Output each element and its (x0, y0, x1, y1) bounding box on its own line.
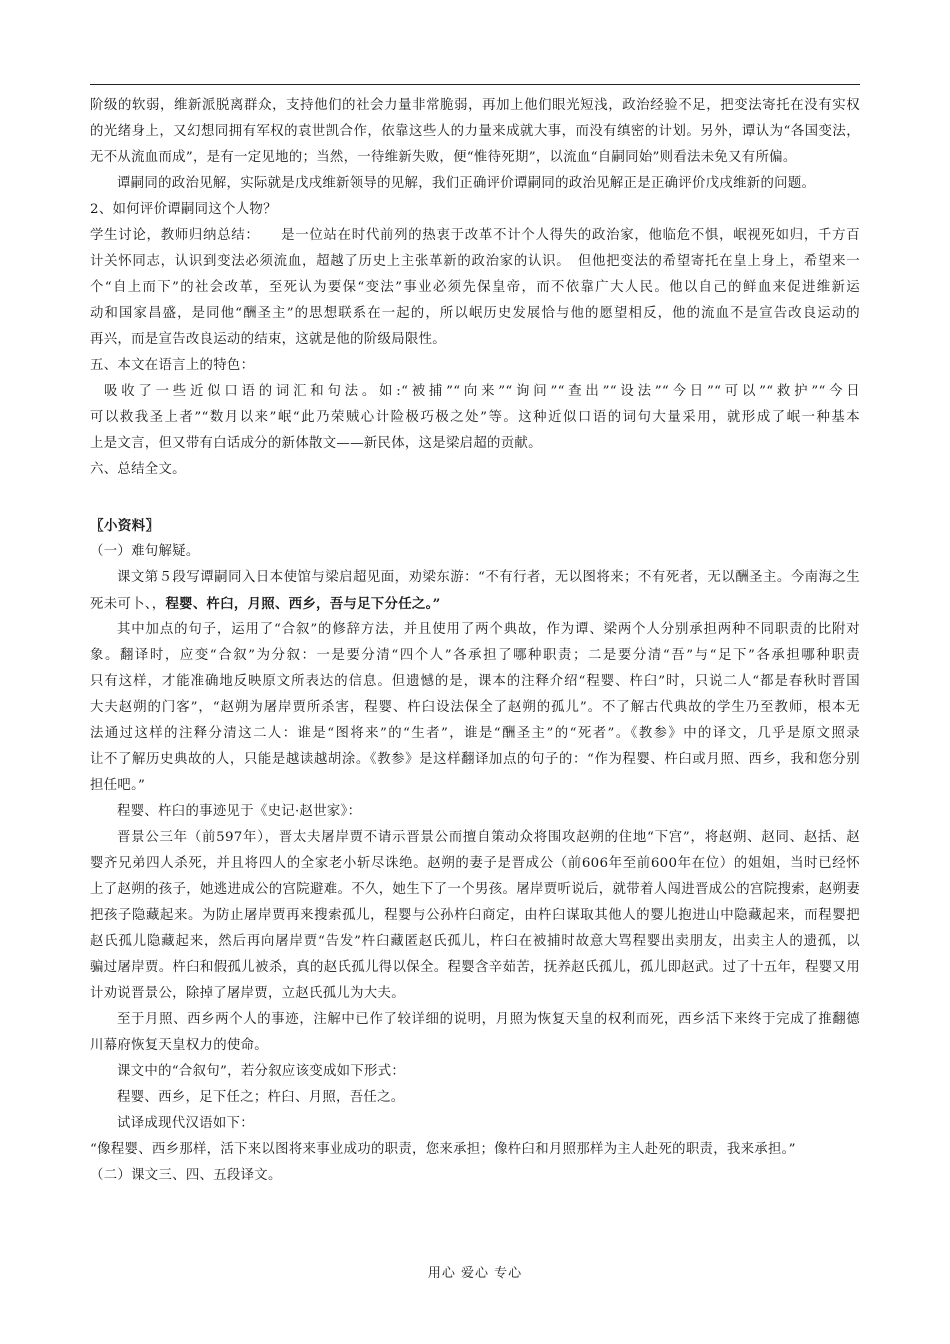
text-line: 可以救我圣上者”“数月以来”岷“此乃荣贼心计险极巧极之处”等。这种近似口语的词句大量采用，就形成了岷一种基本 (90, 410, 860, 425)
document-body (90, 93, 860, 1189)
text-line: 动和国家昌盛，是同他“酬圣主”的思想联系在一起的，所以岷历史发展恰与他的愿望相反，他的流血不是宣告改良运动的 (90, 306, 860, 321)
page-footer: 用心 爱心 专心 (427, 1266, 523, 1281)
section-heading-six: 六、总结全文。 (90, 462, 186, 477)
text-span: 死未可卜、， (90, 597, 166, 612)
text-line (90, 591, 860, 617)
text-line: 赵氏孤儿隐藏起来，然后再向屠岸贾“告发”杵臼藏匿赵氏孤儿，杵臼在被捕时故意大骂程婴出卖朋友，出卖主人的遗孤，以 (90, 934, 860, 949)
header-rule (90, 84, 860, 85)
text-line: 让不了解历史典故的人，只能是越读越胡涂。《教参》是这样翻译加点的句子的：“作为程婴、杵臼或月照、西乡，我和您分别 (90, 752, 860, 767)
text-line: 法通过这样的注释分清这二人：谁是“图将来”的“生者”，谁是“酬圣主”的“死者”。《教参》中的译文，几乎是原文照录 (90, 726, 860, 741)
emphasized-sentence: 程婴、杵臼，月照、西乡，吾与足下分任之。” (165, 596, 441, 612)
text-line: “像程婴、西乡那样，活下来以图将来事业成功的职责，您来承担；像杵臼和月照那样为主人赴死的职责，我来承担。” (90, 1142, 796, 1157)
subsection-heading: （二）课文三、四、五段译文。 (90, 1168, 282, 1183)
text-line: 其中加点的句子，运用了“合叙”的修辞方法，并且使用了两个典故，作为谭、梁两个人分别承担两种不同职责的比附对 (117, 622, 860, 637)
text-line: 课文中的“合叙句”，若分叙应该变成如下形式： (117, 1064, 406, 1079)
text-line: 计关怀同志，认识到变法必须流血，超越了历史上主张革新的政治家的认识。 但他把变法的希望寄托在皇上身上，希望来一 (90, 254, 860, 269)
text-line: 学生讨论，教师归纳总结： 是一位站在时代前列的热衷于改革不计个人得失的政治家，他临危不惧，岷视死如归，千方百 (90, 228, 860, 243)
text-line: 骗过屠岸贾。杵臼和假孤儿被杀，真的赵氏孤儿得以保全。程婴含辛茹苦，抚养赵氏孤儿，孤儿即赵武。过了十五年，程婴又用 (90, 960, 860, 975)
question-heading: 2、如何评价谭嗣同这个人物？ (90, 202, 277, 217)
text-line: 把孩子隐藏起来。为防止屠岸贾再来搜索孤儿，程婴与公孙杵臼商定，由杵臼谋取其他人的婴儿抱进山中隐藏起来，而程婴把 (90, 908, 860, 923)
text-line: 上了赵朔的孩子，她逃进成公的宫院避难。不久，她生下了一个男孩。屠岸贾听说后，就带着人闯进晋成公的宫院搜索，赵朔妻 (90, 882, 860, 897)
section-title: 〖小资料〗 (90, 518, 160, 534)
text-line: 无不从流血而成”，是有一定见地的；当然，一待维新失败，便“惟待死期”，以流血“自嗣同始”则看法未免又有所偏。 (90, 150, 797, 165)
text-line: 阶级的软弱，维新派脱离群众，支持他们的社会力量非常脆弱，再加上他们眼光短浅，政治经验不足，把变法寄托在没有实权 (90, 98, 860, 113)
text-line: 晋景公三年（前597年），晋太夫屠岸贾不请示晋景公而擅自策动众将围攻赵朔的住地“下宫”，将赵朔、赵同、赵括、赵 (117, 830, 860, 845)
text-line: 的光绪身上，又幻想同拥有军权的袁世凯合作，依靠这些人的力量来成就大事，而没有缜密的计划。另外，谭认为“各国变法， (90, 124, 860, 139)
spacer (90, 483, 860, 513)
text-line: 个“自上而下”的社会改革，至死认为要保“变法”事业必须先保皇帝，而不依靠广大人民。他以自己的鲜血来促进维新运 (90, 280, 860, 295)
subsection-heading: （一）难句解疑。 (90, 544, 200, 559)
text-line: 至于月照、西乡两个人的事迹，注解中已作了较详细的说明，月照为恢复天皇的权利而死，西乡活下来终于完成了推翻德 (117, 1012, 860, 1027)
text-line: 象。翻译时，应变“合叙”为分叙：一是要分清“四个人”各承担了哪种职责；二是要分清“吾”与“足下”各承担哪种职责 (90, 648, 860, 663)
text-line: 大夫赵朔的门客”，“赵朔为屠岸贾所杀害，程婴、杵臼设法保全了赵朔的孤儿”。不了解古代典故的学生乃至教师，根本无 (90, 700, 860, 715)
text-line: 川幕府恢复天皇权力的使命。 (90, 1038, 268, 1053)
text-line: 程婴、西乡，足下任之；杵臼、月照，吾任之。 (117, 1090, 405, 1105)
text-line: 只有这样，才能准确地反映原文所表达的信息。但遗憾的是，课本的注释介绍“程婴、杵臼”时，只说二人“都是春秋时晋国 (90, 674, 860, 689)
section-heading-five: 五、本文在语言上的特色： (90, 358, 255, 373)
text-line: 谭嗣同的政治见解，实际就是戊戌维新领导的见解，我们正确评价谭嗣同的政治见解正是正确评价戊戌维新的问题。 (117, 176, 816, 191)
text-line: 担任吧。” (90, 778, 146, 793)
text-line: 课文第５段写谭嗣同入日本使馆与梁启超见面，劝梁东游：“不有行者，无以图将来；不有死者，无以酬圣主。今南海之生 (117, 570, 860, 585)
text-line: 试译成现代汉语如下： (117, 1116, 254, 1131)
text-line: 计劝说晋景公，除掉了屠岸贾，立赵氏孤儿为大夫。 (90, 986, 405, 1001)
text-line: 婴齐兄弟四人杀死，并且将四人的全家老小斩尽诛绝。赵朔的妻子是晋成公（前606年至前600年在位）的姐姐，当时已经怀 (90, 856, 860, 871)
text-line: 再兴，而是宣告改良运动的结束，这就是他的阶级局限性。 (90, 332, 446, 347)
text-line: 上是文言，但又带有白话成分的新体散文——新民体，这是梁启超的贡献。 (90, 436, 542, 451)
text-line: 程婴、杵臼的事迹见于《史记·赵世家》： (117, 804, 362, 819)
text-line: 吸收了一些近似口语的词汇和句法。如:“被捕”“向来”“询问”“查出”“设法”“今日”“可以”“救护”“今日 (104, 384, 860, 399)
